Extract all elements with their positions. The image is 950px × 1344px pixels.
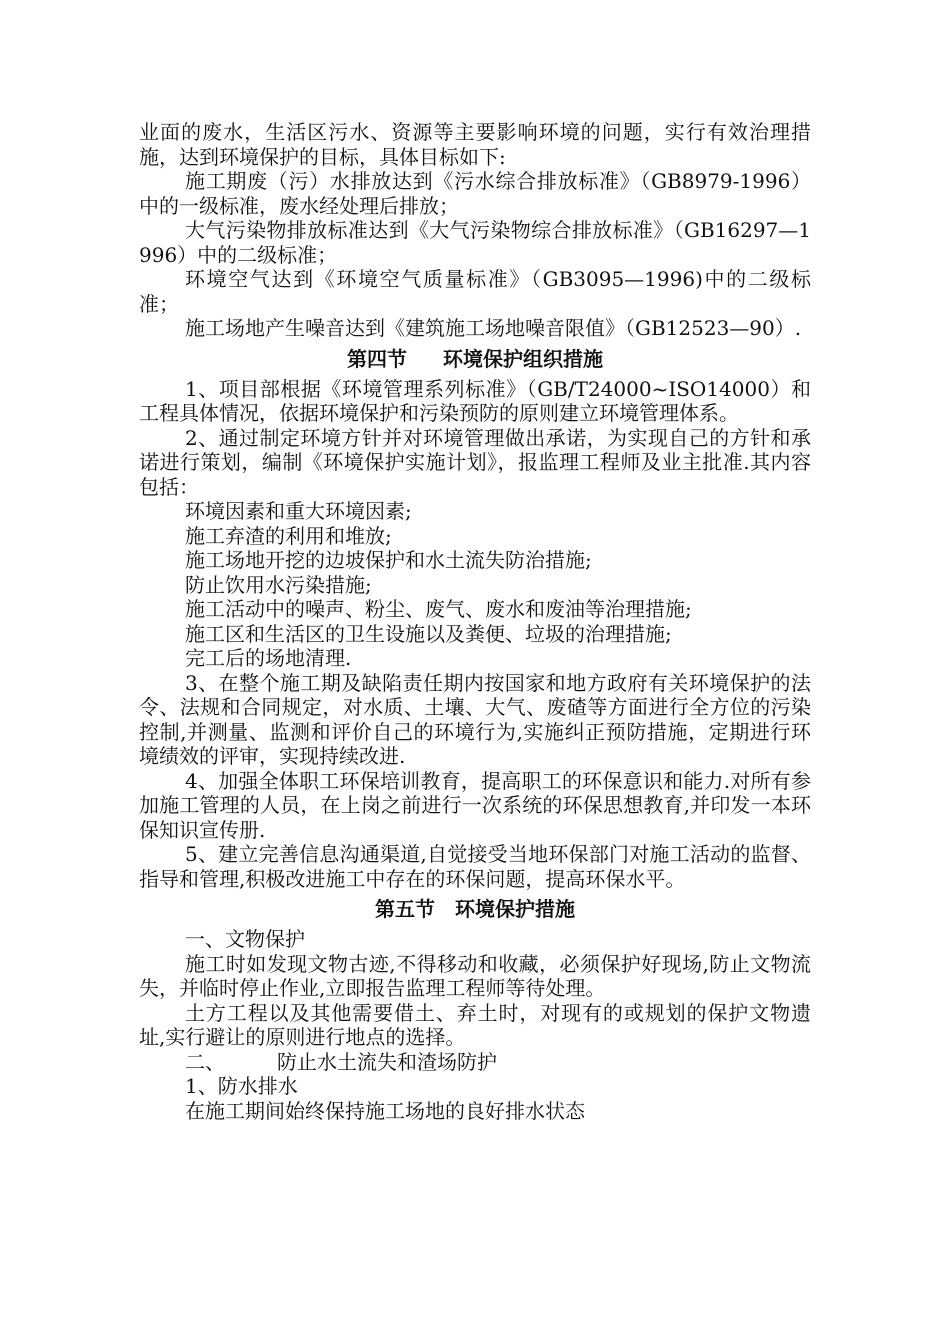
list-item: 完工后的场地清理.	[185, 646, 352, 670]
paragraph: 1、项目部根据《环境管理系列标准》（GB/T24000~ISO14000）和工程具体情况，依据环境保护和污染预防的原则建立环境管理体系。	[139, 376, 811, 425]
paragraph: 在施工期间始终保持施工场地的良好排水状态	[185, 1098, 585, 1123]
list-item: 防止饮用水污染措施;	[185, 572, 372, 597]
document-page	[139, 120, 811, 1123]
paragraph: 大气污染物排放标准达到《大气污染物综合排放标准》（GB16297—1996）中的二级标准；	[139, 218, 811, 267]
paragraph: 施工期废（污）水排放达到《污水综合排放标准》（GB8979-1996）中的一级标准，废水经处理后排放；	[139, 169, 811, 218]
list-item: 施工弃渣的利用和堆放;	[185, 523, 392, 548]
subheading-number: 二、	[185, 1049, 225, 1074]
section-title: 环境保护组织措施	[443, 346, 603, 371]
section-number: 第五节	[375, 897, 435, 921]
list-item: 施工场地开挖的边坡保护和水土流失防治措施;	[185, 548, 592, 572]
list-item: 施工区和生活区的卫生设施以及粪便、垃圾的治理措施;	[185, 621, 672, 646]
section-heading	[139, 897, 811, 921]
paragraph: 4、加强全体职工环保培训教育，提高职工的环保意识和能力.对所有参加施工管理的人员，在上岗之前进行一次系统的环保思想教育,并印发一本环保知识宣传册.	[139, 768, 811, 842]
section-title: 环境保护措施	[455, 897, 575, 921]
paragraph: 土方工程以及其他需要借土、弃土时，对现有的或规划的保护文物遗址,实行避让的原则进行地点的选择。	[139, 1000, 811, 1049]
section-heading	[139, 347, 811, 371]
paragraph: 2、通过制定环境方针并对环境管理做出承诺，为实现自己的方针和承诺进行策划，编制《环境保护实施计划》，报监理工程师及业主批准.其内容包括：	[139, 425, 811, 499]
paragraph: 施工场地产生噪音达到《建筑施工场地噪音限值》（GB12523—90）.	[185, 316, 802, 340]
paragraph: 5、建立完善信息沟通渠道,自觉接受当地环保部门对施工活动的监督、指导和管理,积极改进施工中存在的环保问题，提高环保水平。	[139, 842, 811, 891]
subheading-title: 防止水土流失和渣场防护	[277, 1049, 497, 1074]
subheading: 1、防水排水	[185, 1074, 298, 1098]
subheading: 一、文物保护	[185, 927, 305, 951]
paragraph: 施工时如发现文物古迹,不得移动和收藏，必须保护好现场,防止文物流失，并临时停止作业,立即报告监理工程师等待处理。	[139, 951, 811, 1000]
list-item: 施工活动中的噪声、粉尘、废气、废水和废油等治理措施;	[185, 597, 692, 621]
paragraph: 3、在整个施工期及缺陷责任期内按国家和地方政府有关环境保护的法令、法规和合同规定，对水质、土壤、大气、废碴等方面进行全方位的污染控制,并测量、监测和评价自己的环境行为,实施纠正预防措施，定期进行环境绩效的评审，实现持续改进.	[139, 670, 811, 768]
paragraph: 环境空气达到《环境空气质量标准》（GB3095—1996)中的二级标准；	[139, 267, 811, 316]
list-item: 环境因素和重大环境因素;	[185, 499, 412, 523]
section-number: 第四节	[347, 346, 407, 371]
subheading	[139, 1050, 811, 1075]
paragraph: 业面的废水，生活区污水、资源等主要影响环境的问题，实行有效治理措施，达到环境保护的目标，具体目标如下:	[139, 120, 811, 169]
